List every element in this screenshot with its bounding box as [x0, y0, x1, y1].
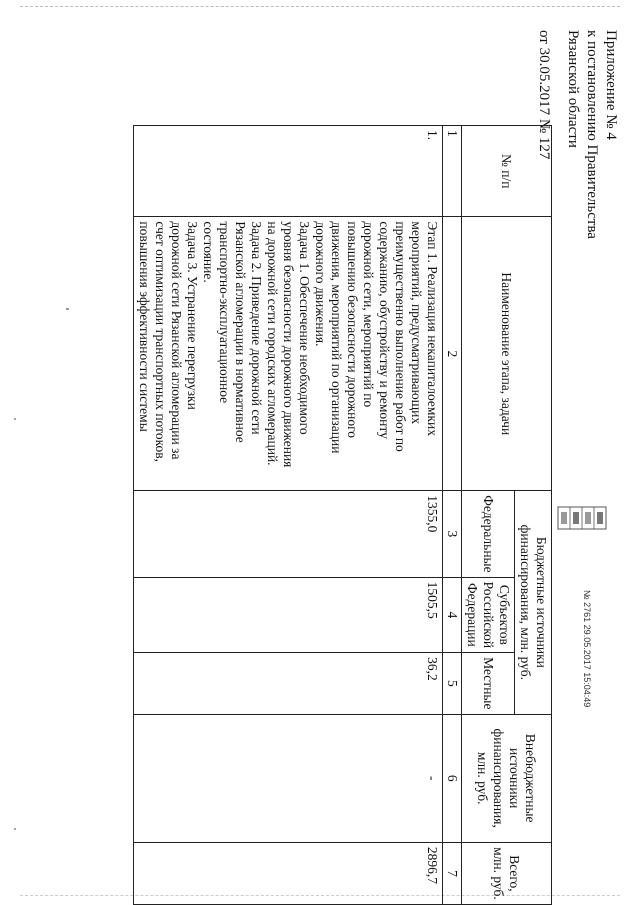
stage-line: Задача 2. Приведение дорожной сети [249, 221, 264, 435]
financing-table [133, 125, 552, 905]
stage-line: Задача 3. Устранение перегрузки [185, 221, 200, 410]
stage-line: состояние. [201, 221, 216, 283]
col-number: 7 [443, 842, 462, 904]
stage-line: дорожной сети, мероприятий по [361, 221, 376, 408]
region-name: Рязанской области [565, 30, 581, 148]
header-local: Местные [462, 653, 515, 714]
stage-line: Рязанской агломерации в нормативное [233, 221, 248, 443]
stage-line: дорожной сети Рязанской агломерации за [169, 221, 184, 460]
subject-value: 1505,5 [134, 577, 443, 653]
stage-line: на дорожной сети городских агломераций. [265, 221, 280, 466]
header-num: № п/п [462, 126, 552, 217]
stage-line: движения, мероприятий по организации [329, 221, 344, 454]
stage-line: повышения эффективности системы [137, 221, 152, 432]
header-total: Всего, млн. руб. [462, 842, 552, 904]
col-number: 5 [443, 653, 462, 714]
stage-line: Этап 1. Реализация некапиталоемких [425, 221, 440, 436]
stage-line: транспортно-эксплуатационное [217, 221, 232, 404]
decree-date: от 30.05.2017 № 127 [536, 30, 552, 160]
col-number: 3 [443, 491, 462, 577]
federal-value: 1355,0 [134, 491, 443, 577]
stage-description [134, 217, 443, 491]
stage-line: повышению безопасности дорожного [345, 221, 360, 439]
column-number-row [443, 126, 462, 905]
header-subject: Субъектов Российской Федерации [462, 577, 515, 653]
col-number: 4 [443, 577, 462, 653]
header-extra: Внебюджетные источники финансирования, млн. руб. [462, 714, 552, 842]
stamp-text: № 2761 29.05.2017 15:04:49 [582, 590, 592, 708]
stage-line: содержанию, обустройству и ремонту [377, 221, 392, 439]
decree-ref: к постановлению Правительства [584, 30, 600, 239]
col-number: 2 [443, 217, 462, 491]
table-row [134, 126, 443, 905]
stage-line: мероприятий, предусматривающих [409, 221, 424, 425]
total-value: 2896,7 [134, 842, 443, 904]
stage-line: преимущественно выполнение работ по [393, 221, 408, 452]
header-budget: Бюджетные источники финансирования, млн. руб. [515, 491, 552, 714]
header-federal: Федеральные [462, 491, 515, 577]
stage-line: Задача 1. Обеспечение необходимого [297, 221, 312, 435]
stage-line: дорожного движения. [313, 221, 328, 347]
appendix-number: Приложение № 4 [603, 30, 619, 140]
stage-line: счет оптимизации транспортных потоков, [153, 221, 168, 462]
local-value: 36,2 [134, 653, 443, 714]
header-name: Наименование этапа, задачи [462, 217, 552, 491]
col-number: 6 [443, 714, 462, 842]
extra-value: - [134, 714, 443, 842]
col-number: 1 [443, 126, 462, 217]
stamp-seal-icon [554, 505, 610, 531]
row-num: 1. [134, 126, 443, 217]
stage-line: уровня безопасности дорожного движения [281, 221, 296, 468]
